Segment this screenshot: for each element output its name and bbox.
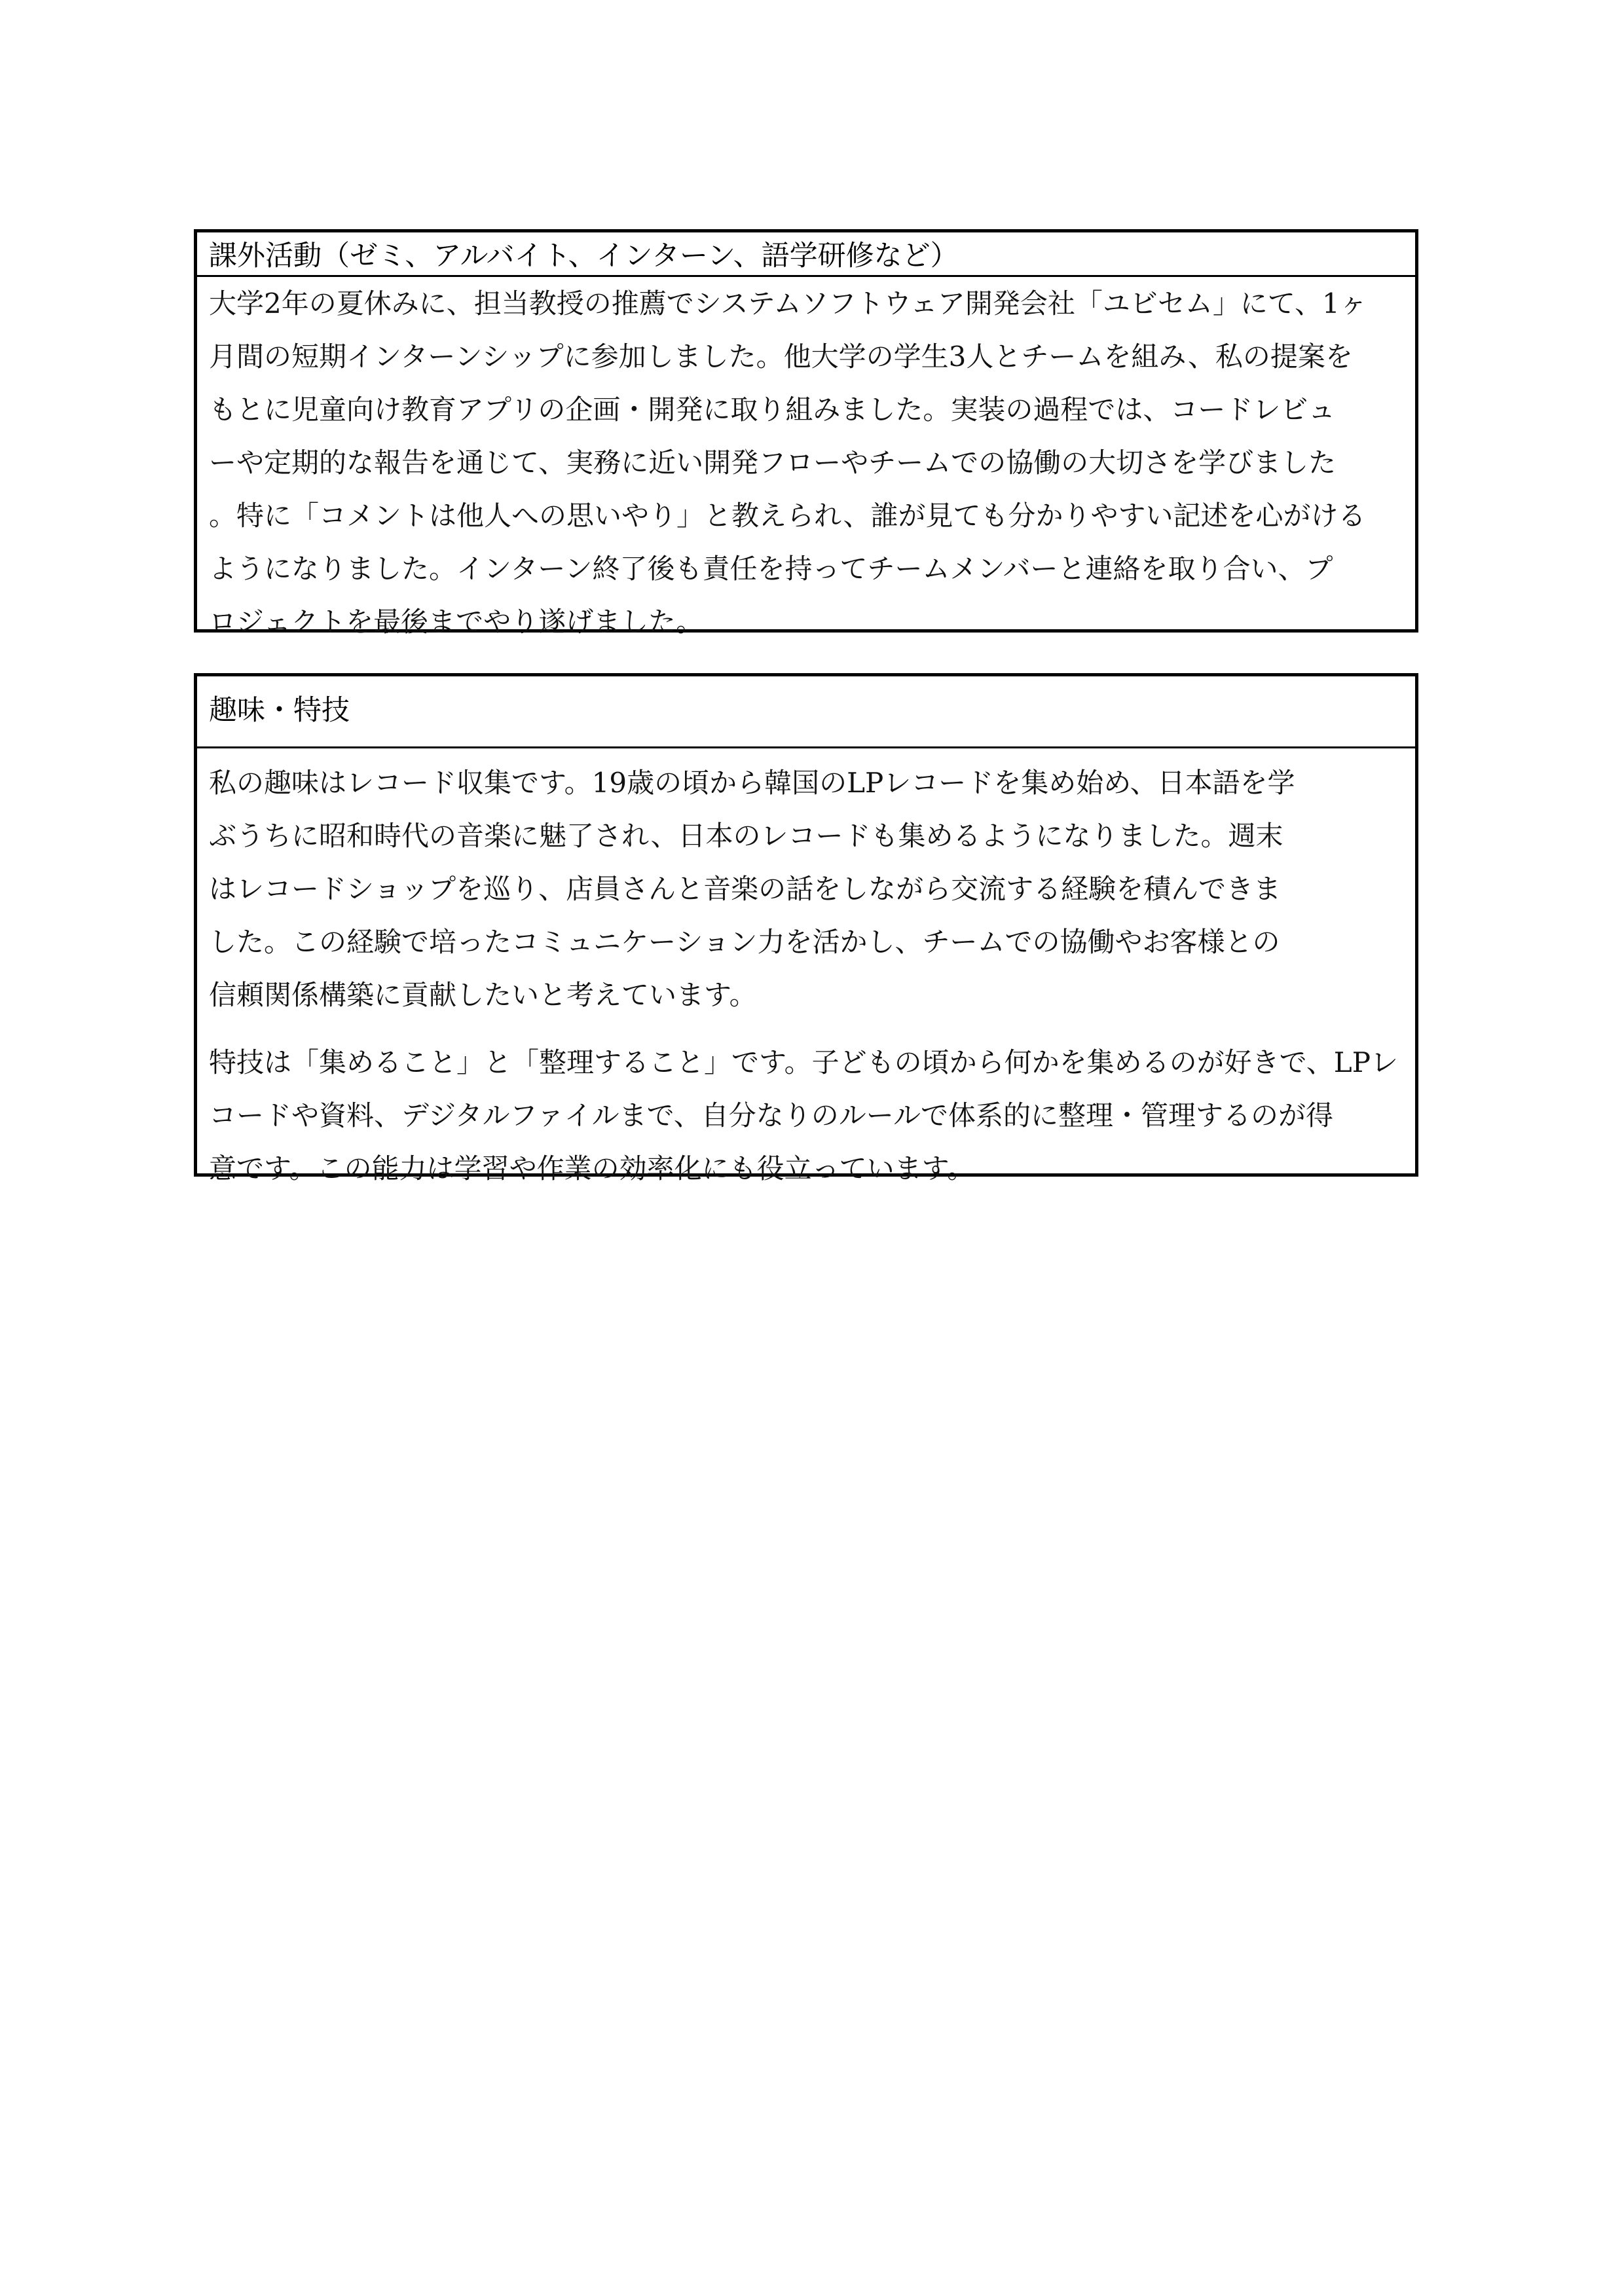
extracurricular-body xyxy=(197,277,1415,648)
hobbies-section xyxy=(194,673,1418,1184)
extracurricular-line: 大学2年の夏休みに、担当教授の推薦でシステムソフトウェア開発会社「ユビセム」にて、1ヶ xyxy=(209,287,1367,320)
extracurricular-line: ようになりました。インターン終了後も責任を持ってチームメンバーと連絡を取り合い、プ xyxy=(209,553,1333,585)
skills-line: コードや資料、デジタルファイルまで、自分なりのルールで体系的に整理・管理するのが得 xyxy=(209,1099,1333,1131)
hobbies-paragraph xyxy=(209,756,1403,1021)
extracurricular-line: もとに児童向け教育アプリの企画・開発に取り組みました。実装の過程では、コードレビュ xyxy=(209,394,1336,426)
skills-paragraph xyxy=(209,1036,1403,1195)
extracurricular-line: ーや定期的な報告を通じて、実務に近い開発フローやチームでの協働の大切さを学びました xyxy=(209,447,1337,479)
hobbies-line: 信頼関係構築に貢献したいと考えています。 xyxy=(209,979,757,1011)
hobbies-heading: 趣味・特技 xyxy=(197,676,1415,748)
extracurricular-line: 月間の短期インターンシップに参加しました。他大学の学生3人とチームを組み、私の提案を xyxy=(209,340,1353,373)
hobbies-body xyxy=(197,748,1415,1195)
extracurricular-heading: 課外活動（ゼミ、アルバイト、インターン、語学研修など） xyxy=(197,232,1415,277)
skills-line: 意です。この能力は学習や作業の効率化にも役立っています。 xyxy=(209,1152,975,1184)
hobbies-line: 私の趣味はレコード収集です。19歳の頃から韓国のLPレコードを集め始め、日本語を学 xyxy=(209,767,1295,799)
extracurricular-section xyxy=(194,229,1418,638)
hobbies-line: はレコードショップを巡り、店員さんと音楽の話をしながら交流する経験を積んできま xyxy=(209,873,1282,905)
skills-line: 特技は「集めること」と「整理すること」です。子どもの頃から何かを集めるのが好きで、LPレ xyxy=(209,1046,1398,1078)
extracurricular-line: 。特に「コメントは他人への思いやり」と教えられ、誰が見ても分かりやすい記述を心がける xyxy=(209,500,1366,532)
hobbies-line: ぶうちに昭和時代の音楽に魅了され、日本のレコードも集めるようになりました。週末 xyxy=(209,820,1283,852)
hobbies-line: した。この経験で培ったコミュニケーション力を活かし、チームでの協働やお客様との xyxy=(209,926,1280,958)
extracurricular-line: ロジェクトを最後までやり遂げました。 xyxy=(209,606,704,638)
